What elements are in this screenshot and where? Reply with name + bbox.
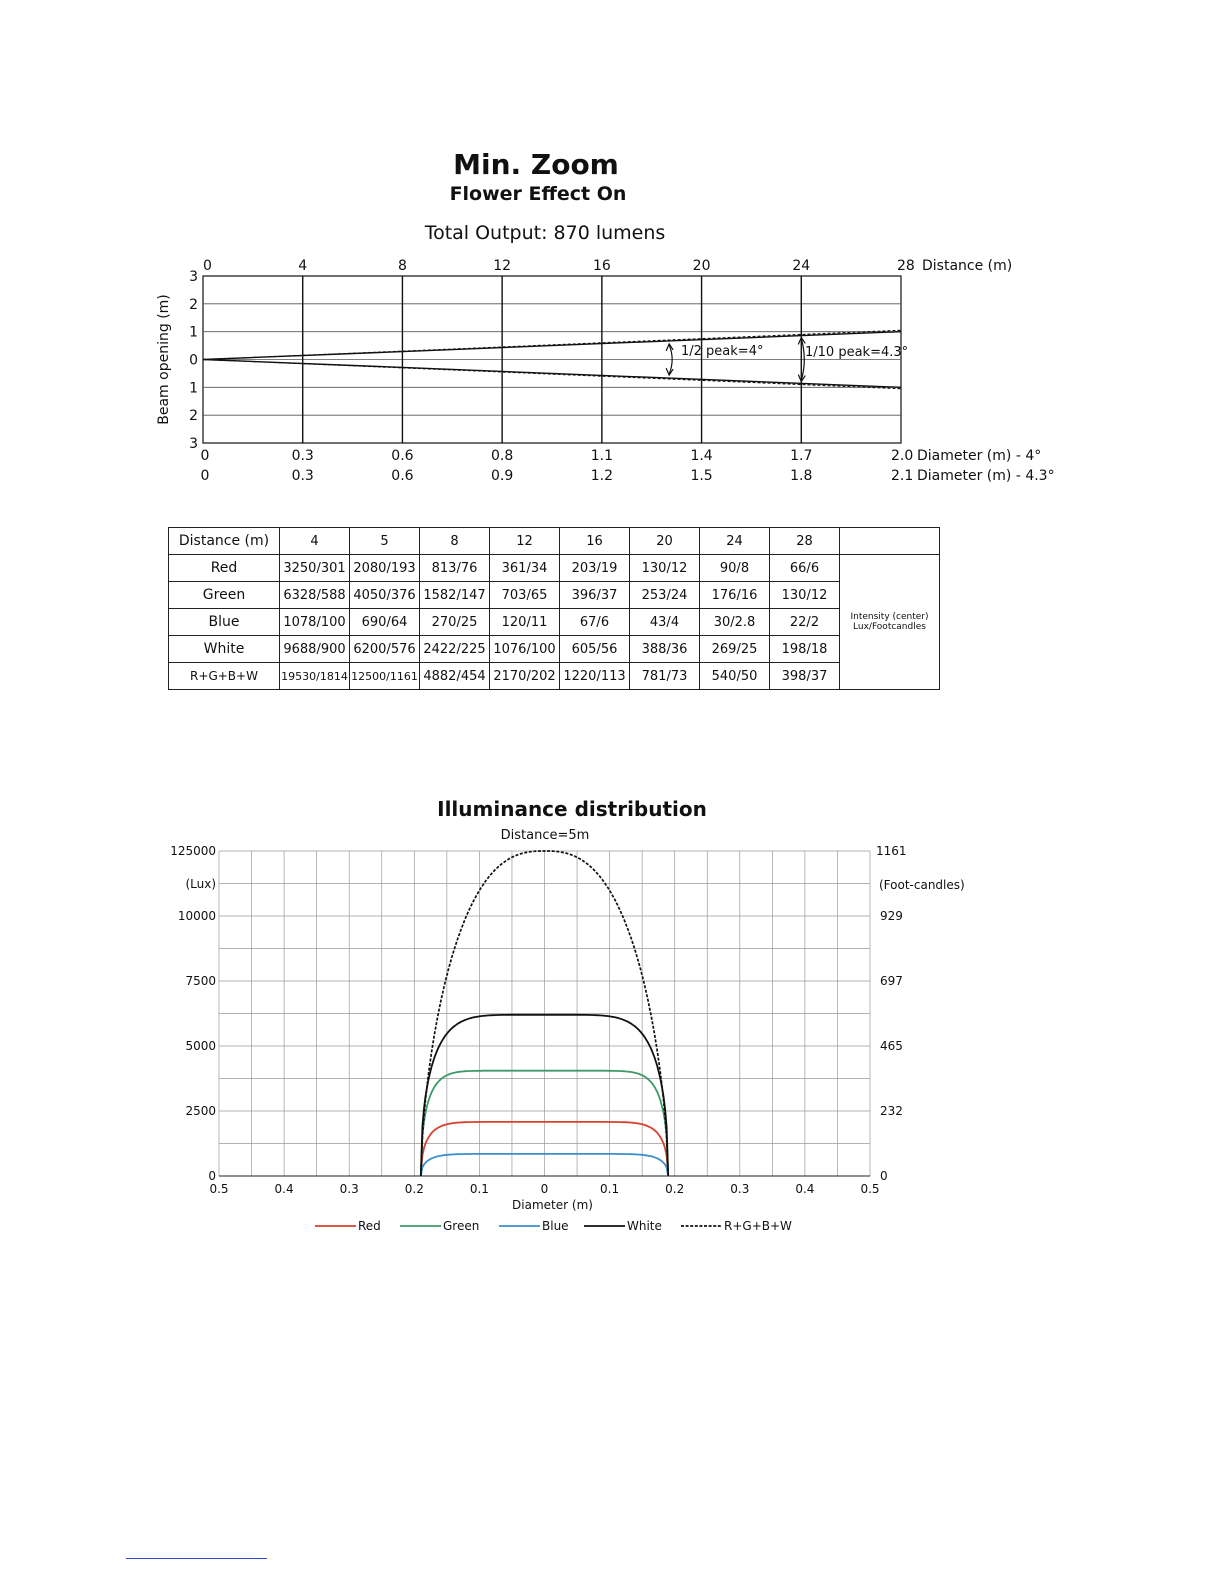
- table-cell: 398/37: [770, 663, 840, 690]
- legend-label: Green: [443, 1219, 480, 1233]
- table-header-empty: [840, 528, 940, 555]
- illuminance-title: Illuminance distribution: [437, 797, 707, 821]
- ill-x-axis-label: Diameter (m): [512, 1198, 593, 1212]
- table-row: [169, 582, 940, 609]
- table-cell: 198/18: [770, 636, 840, 663]
- table-note: [840, 555, 940, 690]
- table-cell: 1582/147: [420, 582, 490, 609]
- ill-x-tick-label: 0.4: [274, 1182, 294, 1196]
- ill-right-tick-label: 929: [880, 909, 903, 923]
- diameter-4-axis-label: Diameter (m) - 4°: [917, 448, 1042, 464]
- page-title: Min. Zoom: [453, 148, 619, 181]
- legend-label: Blue: [542, 1219, 569, 1233]
- row-label: Red: [169, 555, 280, 582]
- table-cell: 9688/900: [280, 636, 350, 663]
- beam-y-tick-label: 3: [189, 269, 198, 285]
- footer-rule: [126, 1558, 267, 1559]
- table-cell: 2080/193: [350, 555, 420, 582]
- legend-label: Red: [358, 1219, 381, 1233]
- ill-x-tick-label: 0.3: [730, 1182, 750, 1196]
- distance-header: 24: [700, 528, 770, 555]
- distance-header: 28: [770, 528, 840, 555]
- diameter-43-label: 0: [200, 468, 210, 484]
- diameter-43-label: 1.8: [790, 468, 813, 484]
- diameter-43-label: 0.3: [291, 468, 314, 484]
- table-cell: 6328/588: [280, 582, 350, 609]
- ill-left-tick-label: 10000: [177, 909, 216, 923]
- ill-right-tick-label: 697: [880, 974, 903, 988]
- ill-right-axis-label: (Foot-candles): [879, 878, 965, 892]
- diameter-4-label: 0: [200, 448, 210, 464]
- table-cell: 253/24: [630, 582, 700, 609]
- table-cell: 605/56: [560, 636, 630, 663]
- note-line-2: Lux/Footcandles: [853, 622, 926, 632]
- diameter-4-label: 0.8: [491, 448, 514, 464]
- distance-tick-label: 24: [792, 258, 811, 274]
- table-cell: 43/4: [630, 609, 700, 636]
- table-cell: 6200/576: [350, 636, 420, 663]
- table-cell: 66/6: [770, 555, 840, 582]
- distance-tick-label: 20: [692, 258, 711, 274]
- table-row: [169, 636, 940, 663]
- distance-tick-label: 0: [203, 258, 212, 274]
- intensity-table: [168, 527, 940, 690]
- table-cell: 1078/100: [280, 609, 350, 636]
- diameter-43-label: 0.6: [391, 468, 414, 484]
- table-cell: 19530/1814: [280, 663, 350, 690]
- distance-tick-label: 8: [397, 258, 407, 274]
- note-line-1: Intensity (center): [850, 612, 929, 622]
- ill-x-tick-label: 0.1: [600, 1182, 620, 1196]
- table-cell: 120/11: [490, 609, 560, 636]
- table-cell: 813/76: [420, 555, 490, 582]
- table-header-row: [169, 528, 940, 555]
- ill-right-tick-label: 232: [880, 1104, 903, 1118]
- table-cell: 388/36: [630, 636, 700, 663]
- beam-y-tick-label: 3: [189, 436, 198, 452]
- table-cell: 2422/225: [420, 636, 490, 663]
- diameter-4-label: 1.1: [590, 448, 613, 464]
- ill-left-axis-label: (Lux): [185, 877, 216, 891]
- table-cell: 4882/454: [420, 663, 490, 690]
- distance-tick-label: 28: [897, 258, 915, 274]
- row-label: White: [169, 636, 280, 663]
- ill-left-tick-label: 7500: [185, 974, 216, 988]
- table-cell: 67/6: [560, 609, 630, 636]
- diameter-43-label: 1.5: [690, 468, 713, 484]
- ill-right-tick-label: 465: [880, 1039, 903, 1053]
- ill-x-tick-label: 0.2: [665, 1182, 685, 1196]
- table-cell: 176/16: [700, 582, 770, 609]
- diameter-4-label: 1.7: [790, 448, 813, 464]
- ill-x-tick-label: 0.5: [860, 1182, 880, 1196]
- beam-y-tick-label: 0: [189, 352, 198, 369]
- table-cell: 3250/301: [280, 555, 350, 582]
- diameter-4-label: 1.4: [690, 448, 713, 464]
- distance-header: 8: [420, 528, 490, 555]
- table-cell: 130/12: [770, 582, 840, 609]
- table-cell: 781/73: [630, 663, 700, 690]
- table-cell: 90/8: [700, 555, 770, 582]
- distance-header: 12: [490, 528, 560, 555]
- ill-x-tick-label: 0: [540, 1182, 549, 1196]
- ill-x-tick-label: 0.5: [209, 1182, 229, 1196]
- distance-tick-label: 4: [298, 258, 308, 274]
- table-cell: 1076/100: [490, 636, 560, 663]
- total-output: Total Output: 870 lumens: [424, 222, 666, 244]
- diameter-43-label: 2.1: [891, 468, 914, 484]
- distance-header: 16: [560, 528, 630, 555]
- table-cell: 270/25: [420, 609, 490, 636]
- table-cell: 703/65: [490, 582, 560, 609]
- distance-tick-label: 12: [493, 258, 512, 274]
- beam-y-tick-label: 1: [189, 380, 198, 397]
- page-subtitle: Flower Effect On: [449, 183, 627, 205]
- diameter-43-axis-label: Diameter (m) - 4.3°: [917, 468, 1055, 484]
- row-label: Green: [169, 582, 280, 609]
- tenth-peak-label: 1/10 peak=4.3°: [805, 345, 909, 360]
- table-cell: 22/2: [770, 609, 840, 636]
- ill-right-tick-label: 1161: [876, 844, 907, 858]
- ill-left-tick-label: 0: [208, 1169, 216, 1183]
- table-cell: 30/2.8: [700, 609, 770, 636]
- table-row: [169, 609, 940, 636]
- beam-y-tick-label: 2: [189, 408, 198, 425]
- legend-label: R+G+B+W: [724, 1219, 792, 1233]
- table-cell: 396/37: [560, 582, 630, 609]
- half-peak-label: 1/2 peak=4°: [681, 344, 764, 359]
- table-row: [169, 555, 940, 582]
- half-peak-lower: [203, 360, 901, 388]
- distance-axis-label: Distance (m): [922, 258, 1013, 274]
- diameter-4-label: 0.6: [391, 448, 414, 464]
- table-row: [169, 663, 940, 690]
- row-label: Blue: [169, 609, 280, 636]
- diameter-4-label: 0.3: [291, 448, 314, 464]
- beam-y-axis-label: Beam opening (m): [156, 294, 172, 425]
- diameter-4-label: 2.0: [891, 448, 914, 464]
- row-label: R+G+B+W: [169, 663, 280, 690]
- table-cell: 1220/113: [560, 663, 630, 690]
- beam-y-tick-label: 2: [189, 296, 198, 313]
- ill-left-tick-label: 5000: [185, 1039, 216, 1053]
- ill-left-tick-label: 125000: [170, 844, 216, 858]
- ill-x-tick-label: 0.2: [404, 1182, 424, 1196]
- ill-x-tick-label: 0.1: [469, 1182, 489, 1196]
- illuminance-chart: [0, 840, 1224, 1240]
- ill-x-tick-label: 0.3: [339, 1182, 359, 1196]
- ill-x-tick-label: 0.4: [795, 1182, 815, 1196]
- diameter-43-label: 0.9: [491, 468, 514, 484]
- table-header-label: Distance (m): [169, 528, 280, 555]
- table-cell: 130/12: [630, 555, 700, 582]
- distance-header: 4: [280, 528, 350, 555]
- beam-opening-chart: [0, 0, 1224, 500]
- table-cell: 361/34: [490, 555, 560, 582]
- distance-header: 20: [630, 528, 700, 555]
- distance-tick-label: 16: [592, 258, 611, 274]
- table-cell: 4050/376: [350, 582, 420, 609]
- table-cell: 269/25: [700, 636, 770, 663]
- beam-y-tick-label: 1: [189, 324, 198, 341]
- half-peak-upper: [203, 332, 901, 360]
- illuminance-subtitle: Distance=5m: [500, 828, 590, 843]
- diameter-43-label: 1.2: [590, 468, 613, 484]
- table-cell: 540/50: [700, 663, 770, 690]
- table-cell: 203/19: [560, 555, 630, 582]
- table-cell: 690/64: [350, 609, 420, 636]
- table-cell: 12500/1161: [350, 663, 420, 690]
- ill-left-tick-label: 2500: [185, 1104, 216, 1118]
- distance-header: 5: [350, 528, 420, 555]
- table-cell: 2170/202: [490, 663, 560, 690]
- ill-right-tick-label: 0: [880, 1169, 888, 1183]
- legend-label: White: [627, 1219, 662, 1233]
